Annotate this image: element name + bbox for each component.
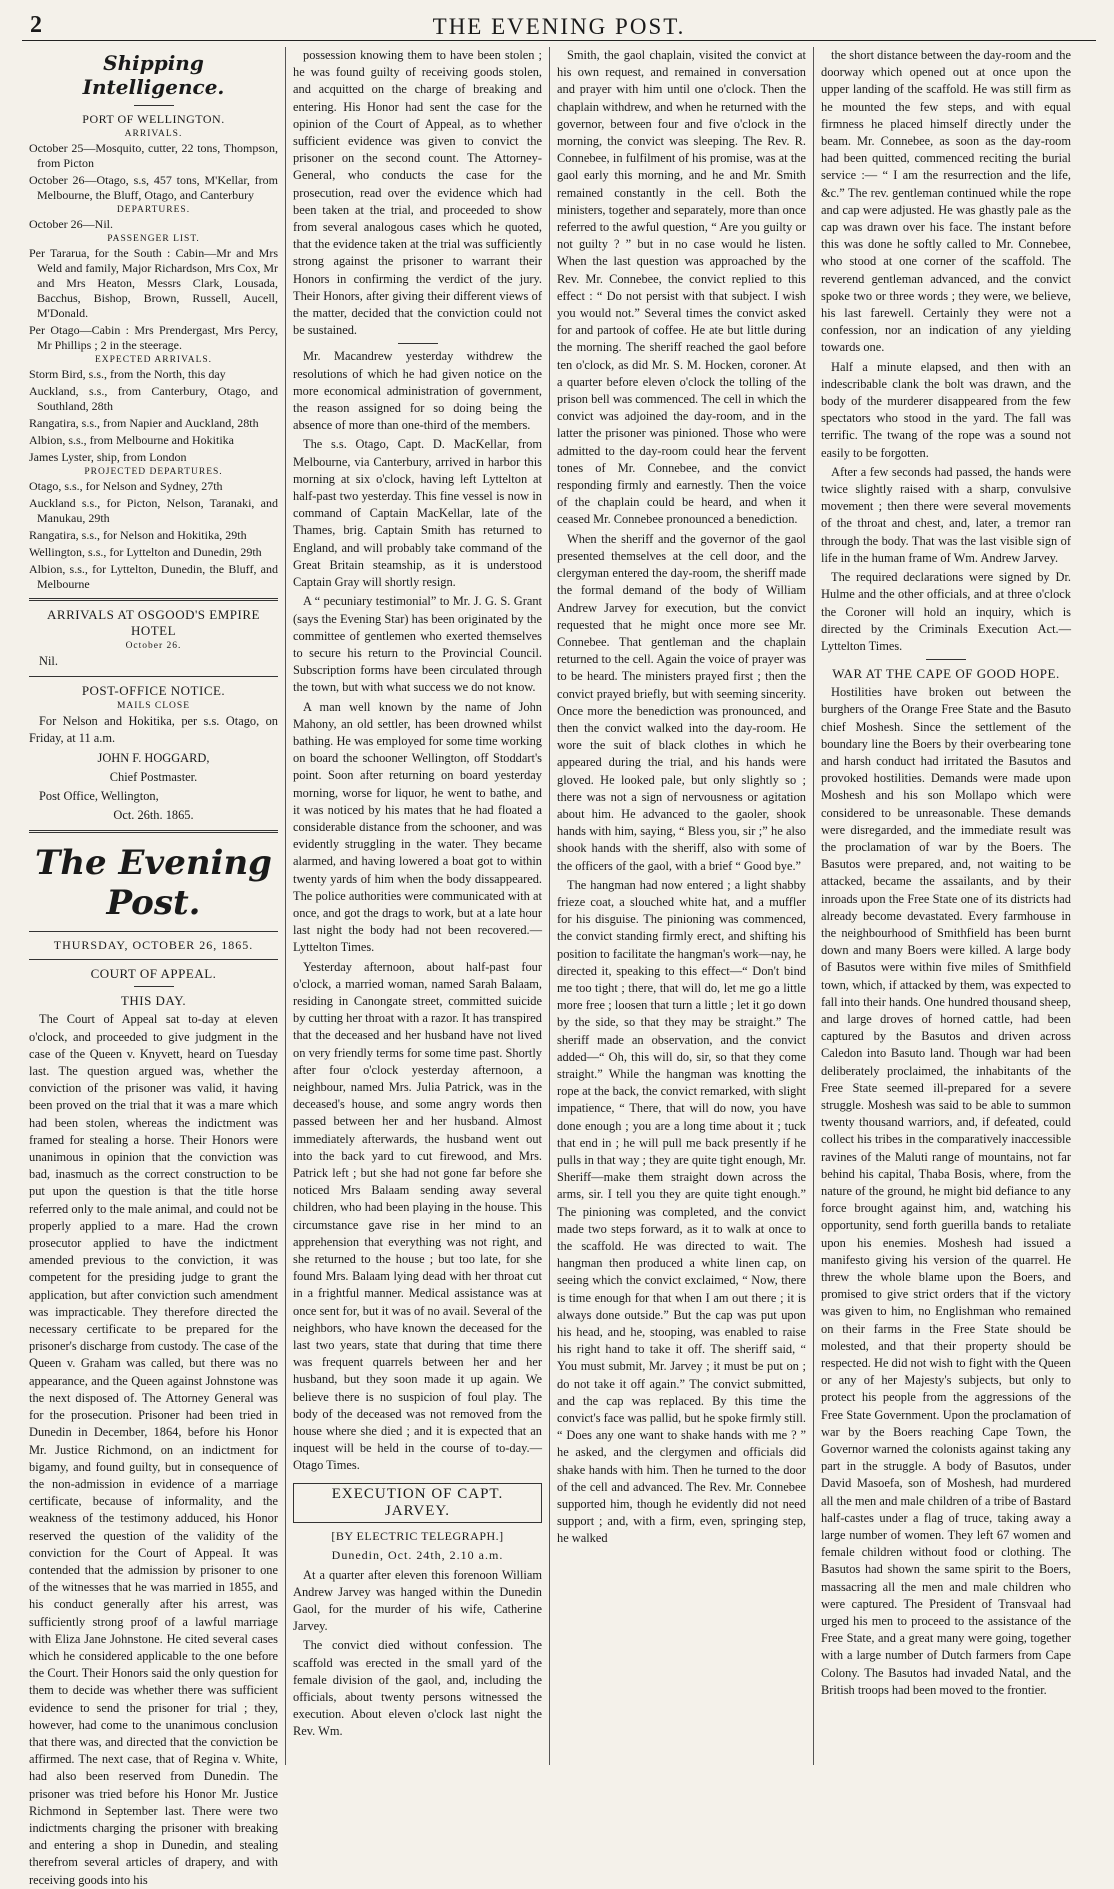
execution-dateline: Dunedin, Oct. 24th, 2.10 a.m. — [331, 1547, 504, 1562]
nameplate-date: THURSDAY, OCTOBER 26, 1865. — [53, 938, 254, 953]
list-item: Auckland, s.s., from Canterbury, Otago, and Southland, 28th — [29, 384, 278, 413]
list-item: Rangatira, s.s., from Napier and Auckland, 28th — [29, 416, 259, 430]
divider — [29, 676, 278, 677]
projected-label: PROJECTED DEPARTURES. — [84, 467, 223, 477]
page-number: 2 — [30, 12, 42, 38]
paragraph: After a few seconds had passed, the hands were twice slightly raised with a sharp, convulsive movement ; then there were several movements of the throat and chest, and, later, a tremor ran through the body. That was the last visible sign of life in the human frame of Wm. Andrew Jarvey. — [821, 464, 1071, 565]
paper-title: THE EVENING POST. — [432, 14, 686, 39]
shipping-heading: Shipping Intelligence. — [82, 51, 225, 99]
masthead — [22, 10, 1096, 41]
list-item: October 26—Nil. — [29, 217, 113, 231]
list-item: Albion, s.s., for Lyttelton, Dunedin, the Bluff, and Melbourne — [29, 562, 278, 591]
paragraph: Hostilities have broken out between the burghers of the Orange Free State and the Basuto chief Moshesh. Since the settlement of the boundary line the Boers by their overbearing tone and harsh conduct had irritated the Basutos and provoked hostilities. Demands were made upon Moshesh and his son Mollapo which were considered to be unreasonable. These demands were disregarded, and the immediate result was the proclamation of war by the Boers. The Basutos were prepared, and, not waiting to be attacked, became the assailants, and by their inroads upon the Free State one of its districts had already become devastated. Every farmhouse in the neighbourhood of Smithfield has been burnt down and many Boers were killed. A large body of Basutos were within five miles of Smithfield town, which, if attacked by them, was expected to fall into their hands. One hundred thousand sheep, and large droves of horned cattle, had been captured by the Basutos and driven across Caledon into Basuto land. Though war had been deliberately proclaimed, the inhabitants of the Free State seemed ill-prepared for a severe struggle. Moshesh was said to be able to summon twenty thousand warriors, and, if defeated, could collect his tribes in the comparatively inaccessible ravines of the Maluti range of mountains, not far behind his capital, Thaba Bosis, where, from the nature of the ground, he might bid defiance to any force brought against him, and, watching his opportunity, send forth guerilla bands to retaliate upon his enemies. Moshesh had issued a manifesto giving his version of the quarrel. He threw the whole blame upon the Boers, and promised to give strict orders that if the victory was given to him, no Englishman who remained on their farms in the Free State should be molested, and that their property should be respected. He did not wish to fight with the Queen or any of her Majesty's subjects, but only to protect his people from the aggressions of the Free State Government. Upon the proclamation of war by the Boers reaching Cape Town, the Governor warned the colonists against taking any part in the struggle. A body of Basutos, under David Masoefa, son of Moshesh, had murdered all the men and male children of a tribe of Bastard half-castes under a flag of truce, taking away a large number of women. They left 67 women and female children without food or clothing. The Basutos had shown the same spirit to the Boers, massacring all the men and male children who were captured. The President of Transvaal had urged his men to proceed to the assistance of the Free State, and a great many were going, together with a large number of Dutch farmers from Cape Colony. The Basutos had invaded Natal, and the British troops had been moved to the frontier. — [821, 685, 1071, 1697]
list-item: Auckland s.s., for Picton, Nelson, Taranaki, and Manukau, 29th — [29, 496, 278, 525]
paragraph: A “ pecuniary testimonial” to Mr. J. G. S. Grant (says the Evening Star) has been originated by the committee of gentlemen who exerted themselves to secure his return to the Provincial Council. Subscription forms have been circulated through the town, but with what success we do not know. — [293, 594, 542, 695]
paragraph: possession knowing them to have been stolen ; he was found guilty of receiving goods stolen, and acquitted on the charge of breaking and entering. His Honor had sent the case for the opinion of the Court of Appeal, as to whether sufficient evidence was given to convict the prisoner on the second count. The Attorney-General, who conducts the case for the prosecution, read over the evidence which had been taken at the trial, and proceeded to show from several analogous cases which he quoted, that the evidence taken at the trial was sufficiently strong against the prisoner to warrant their Honors in confirming the verdict of the jury. Their Honors, after giving their different views of the matter, decided that the conviction could not be sustained. — [293, 48, 542, 338]
column-1 — [22, 47, 286, 1887]
paragraph: Half a minute elapsed, and then with an indescribable clank the bolt was drawn, and the body of the murderer disappeared from the few spectators who stood in the yard. The fall was terrific. The twang of the rope was a sound not easily to be forgotten. — [821, 359, 1071, 460]
port-heading: PORT OF WELLINGTON. — [82, 112, 225, 126]
list-item: Wellington, s.s., for Lyttelton and Dunedin, 29th — [29, 545, 262, 559]
list-item: Otago, s.s., for Nelson and Sydney, 27th — [29, 479, 223, 493]
execution-sub: [BY ELECTRIC TELEGRAPH.] — [331, 1528, 504, 1543]
departures-label: DEPARTURES. — [116, 205, 191, 215]
paragraph: Yesterday afternoon, about half-past four o'clock, a married woman, named Sarah Balaam, residing in Canongate street, committed suicide by cutting her throat with a razor. It has transpired that the deceased and her husband have not lived on very friendly terms for some time past. Shortly after four o'clock yesterday afternoon, a neighbour, named Mrs. Julia Patrick, was in the deceased's house, and some angry words then passed between her and her husband. Almost immediately afterwards, the husband went out into the back yard to cut firewood, and Mrs. Patrick left ; but she had not gone far before she noticed Mrs Balaam sending away several children, who had been playing in the house. This circumstance gave rise in her mind to an apprehension that everything was not right, and she returned to the house ; but too late, for she found Mrs. Balaam lying dead with her throat cut in a frightful manner. Medical assistance was at once sent for, but it was of no avail. Several of the neighbors, who have known the deceased for the last two years, state that during that time there was frequent quarrels between her and her husband, but they soon made it up again. We believe there is no suspicion of foul play. The body of the deceased was not removed from the house where she died ; and it is expected that an inquest will be held in the course of to-day.—Otago Times. — [293, 959, 542, 1473]
hotel-body: Nil. — [39, 654, 58, 668]
divider — [398, 343, 438, 344]
list-item: Albion, s.s., from Melbourne and Hokitika — [29, 433, 234, 447]
list-item: Rangatira, s.s., for Nelson and Hokitika, 29th — [29, 528, 247, 542]
hotel-date: October 26. — [125, 641, 182, 651]
list-item: Storm Bird, s.s., from the North, this day — [29, 367, 226, 381]
passenger-label: PASSENGER LIST. — [107, 234, 200, 244]
paragraph: Smith, the gaol chaplain, visited the convict at his own request, and remained in conversation and prayer with him until one o'clock. Then the chaplain withdrew, and when he returned with the governor, between four and five o'clock in the morning, the convict was sleeping. The Rev. R. Connebee, in fulfilment of his promise, was at the gaol early this morning, and he and Mr. Smith remained constantly in the cell. Both the ministers, together and separately, more than once referred to the awful question, “ Are you guilty or not guilty ? ” but in no case would he listen. When the last question was approached by the Rev. Mr. Connebee, the convict replied to this effect : “ Do not persist with that subject. I wish you would not.” Several times the convict asked for and partook of coffee. He ate but little during the morning. The sheriff reached the gaol before ten o'clock, as did Mr. S. M. Hocken, coroner. At a quarter before eleven o'clock the tolling of the prison bell was commenced. The cell in which the convict was adjoined the day-room, and in the latter the prisoner was pinioned. Those who were admitted to the day-room could hear the fervent tones of Mr. Connebee, and the convict responding firmly and earnestly. Then the voice of the chaplain could be heard, and when it ceased Mr. Connebee pronounced a benediction. — [557, 48, 806, 527]
divider — [29, 931, 278, 932]
post-office-place: Post Office, Wellington, — [39, 789, 159, 804]
list-item: James Lyster, ship, from London — [29, 450, 187, 464]
column-2 — [286, 47, 550, 1765]
court-sub: THIS DAY. — [120, 993, 187, 1009]
post-office-heading: POST-OFFICE NOTICE. — [81, 683, 226, 699]
list-item: October 26—Otago, s.s, 457 tons, M'Kellar, from Melbourne, the Bluff, Otago, and Canterbury — [29, 173, 278, 202]
execution-heading: EXECUTION OF CAPT. JARVEY. — [293, 1483, 542, 1523]
list-item: October 25—Mosquito, cutter, 22 tons, Thompson, from Picton — [29, 141, 278, 170]
arrivals-label: ARRIVALS. — [124, 129, 183, 139]
war-heading: WAR AT THE CAPE OF GOOD HOPE. — [832, 666, 1060, 682]
post-office-body: For Nelson and Hokitika, per s.s. Otago, on Friday, at 11 a.m. — [29, 714, 278, 746]
paragraph: The convict died without confession. The scaffold was erected in the small yard of the female division of the gaol, and, including the officials, about twenty persons witnessed the execution. About eleven o'clock last night the Rev. Wm. — [293, 1638, 542, 1739]
paragraph: Mr. Macandrew yesterday withdrew the resolutions of which he had given notice on the more economical administration of government, the reason assigned for so doing being the absence of more than one-third of the members. — [293, 349, 542, 433]
post-office-sub: MAILS CLOSE — [116, 701, 191, 712]
list-item: Per Tararua, for the South : Cabin—Mr and Mrs Weld and family, Major Richardson, Mrs Cox, Mr and Mrs Heaton, Messrs Clark, Lousada, Bacchus, Bishop, Brown, Russell, Aucell, M'Donald. — [29, 246, 278, 320]
paragraph: The required declarations were signed by Dr. Hulme and the other officials, and at three o'clock the Coroner will hold an inquiry, which is directed by the Criminals Execution Act.—Lyttelton Times. — [821, 570, 1071, 653]
paragraph: When the sheriff and the governor of the gaol presented themselves at the cell door, and the clergyman entered the day-room, the sheriff made the formal demand of the body of William Andrew Jarvey for execution, but the convict requested that he might once more see Mr. Connebee. That gentleman and the chaplain returned to the cell. Again the voice of prayer was to be heard. The ministers prayed first ; then the convict prayed briefly, but with seeming sincerity. Once more the benediction was pronounced, and then the convict walked into the day-room. He wore the suit of black clothes in which he appeared during the trial, and his hands were gloved. He looked pale, but only slightly so ; there was not a sign of nervousness or agitation about him. He advanced to the gaoler, shook hands with him, saying, “ Bless you, sir ;” he also shook hands with the sheriff, also with some of the officers of the gaol, with a brief “ Good bye.” — [557, 531, 806, 873]
nameplate-title: The Evening Post. — [35, 843, 272, 924]
column-4 — [814, 47, 1078, 1765]
post-office-date: Oct. 26th. 1865. — [113, 808, 194, 823]
paragraph: At a quarter after eleven this forenoon William Andrew Jarvey was hanged within the Dunedin Gaol, for the murder of his wife, Catherine Jarvey. — [293, 1567, 542, 1634]
paragraph: The hangman had now entered ; a light shabby frieze coat, a slouched white hat, and a muffler for his disguise. The pinioning was commenced, the convict standing firmly erect, and shifting his position to facilitate the hangman's work—nay, he directed it, speaking to this effect—“ Don't bind me too tight ; there, that will do, let me go a little more free ; loosen that turn a little ; let it go down by the side, so that they may be straight.” The sheriff made an observation, and the convict added—“ Oh, this will do, sir, so that they come straight.” While the hangman was knotting the rope at the back, the convict remarked, with slight impatience, “ There, that will do now, you have done enough ; you are a long time about it ; tuck that end in ; he will pull me back presently if he pulls in that way ; they are quite tight enough, Mr. Sheriff—make them straight down across the arms, sir. I tell you they are quite tight enough.” The pinioning was completed, and the convict made two steps forward, as it to walk at once to the scaffold. He was directed to wait. The hangman then produced a white linen cap, on seeing which the convict exclaimed, “ Now, there is time enough for that when I am out there ; it is always done outside.” But the cap was put upon his head, and he, stooping, was enabled to raise his right hand to take it off. The sheriff said, “ You must submit, Mr. Jarvey ; it must be put on ; do not take it off again.” The convict submitted, and the cap was replaced. By this time the convict's face was pallid, but he spoke firmly still. “ Does any one want to shake hands with me ? ” he asked, and the clergymen and officials did shake hands with him. Then he turned to the door of the cell and advanced. The Rev. Mr. Connebee supported him, though he evidently did not need support ; and, with a firm, even, springing step, he walked — [557, 877, 806, 1546]
arrivals-list — [29, 141, 278, 203]
post-office-signer: JOHN F. HOGGARD, — [97, 750, 210, 765]
projected-list — [29, 479, 278, 592]
divider — [29, 830, 278, 833]
divider — [29, 598, 278, 601]
paragraph: The Court of Appeal sat to-day at eleven o'clock, and proceeded to give judgment in the case of the Queen v. Knyvett, heard on Tuesday last. The question argued was, whether the conviction of the prisoner was valid, it having been proved on the trial that it was a mare which had been stolen, whereas the indictment was framed for stealing a horse. Their Honors were unanimous in opinion that the conviction was bad, inasmuch as the correct construction to be put upon the question is that the title horse referred only to the male animal, and could not be properly applied to a mare. Had the crown prosecutor applied to have the indictment amended previous to the conviction, it was competent for the presiding judge to grant the application, but after conviction such amendment was impracticable. They therefore directed the necessary certificate to be prepared for the prisoner's discharge from custody. The case of the Queen v. Graham was called, but there was no appearance, and the Queen against Johnstone was the next disposed of. The Attorney General was for the prosecution. Prisoner had been tried in Dunedin in December, 1864, before his Honor Mr. Justice Richmond, on an indictment for bigamy, and found guilty, but in consequence of the non-admission in evidence of a marriage certificate, because of informality, and the weakness of the testimony adduced, his Honor reserved the question of the validity of the conviction for the Court of Appeal. It was contended that the admission by prisoner to one of the witnesses that he was married in 1855, and his conduct generally after his arrest, was sufficiently strong proof of a lawful marriage with Eliza Jane Johnstone. He cited several cases which he considered applicable to the one before the Court. Their Honors said the only question for them to decide was whether there was sufficient evidence to send the prisoner for trial ; they, however, had come to the unanimous conclusion that there was, and directed that the conviction be affirmed. The next case, that of Regina v. White, had also been reserved from Dunedin. The prisoner was tried before his Honor Mr. Justice Richmond in September last. There were two indictments charging the prisoner with breaking and entering a shop in Dunedin, and stealing therefrom several articles of drapery, and with receiving goods into his — [29, 1012, 278, 1887]
departures-list — [29, 217, 278, 232]
divider — [134, 105, 174, 106]
column-3 — [550, 47, 814, 1765]
expected-label: EXPECTED ARRIVALS. — [94, 355, 213, 365]
divider — [926, 659, 966, 660]
paragraph: A man well known by the name of John Mahony, an old settler, has been drowned whilst bathing. He was employed for some time working on board the schooner Wellington, off Stoddart's point. Soon after returning on board yesterday morning, worse for liquor, he went to bathe, and it was noticed by his mates that he had floated a considerable distance from the schooner, and was evidently struggling in the water. They became alarmed, and having lowered a boat got to within twenty yards of him when the body dissappeared. The police authorities were communicated with at once, and got the drags to work, but at a late hour last night the body had not been recovered.—Lyttelton Times. — [293, 699, 542, 955]
hotel-heading: ARRIVALS AT OSGOOD'S EMPIRE HOTEL — [47, 607, 260, 638]
divider — [29, 959, 278, 960]
paragraph: the short distance between the day-room and the doorway which opened out at once upon the upper landing of the scaffold. He was still firm as he mounted the few steps, and with equal firmness he placed himself directly under the beam. Mr. Connebee, as soon as the day-room had been quitted, commenced reciting the burial service :— “ I am the resurrection and the life, &c.” The rev. gentleman continued while the rope and cap were adjusted. He was ghastly pale as the cap was drawn over his face. The instant before this was done he softly called to Mr. Connebee, who stood at one corner of the scaffold. The reverend gentleman advanced, and the convict spoke two or three words ; they were, we believe, his last farewell. Certainly they were not a confession, nor an indication of any yielding towards one. — [821, 48, 1071, 355]
court-heading: COURT OF APPEAL. — [90, 966, 217, 982]
columns — [22, 47, 1096, 1887]
list-item: Per Otago—Cabin : Mrs Prendergast, Mrs Percy, Mr Phillips ; 2 in the steerage. — [29, 323, 278, 352]
divider — [134, 986, 174, 987]
passenger-list — [29, 246, 278, 353]
post-office-signer-title: Chief Postmaster. — [109, 769, 198, 784]
expected-list — [29, 367, 278, 465]
paragraph: The s.s. Otago, Capt. D. MacKellar, from Melbourne, via Canterbury, arrived in harbor this morning at six o'clock, having left Lyttelton at half-past two yesterday. This fine vessel is now in command of Captain MacKellar, late of the Thames, brig. Captain Smith has returned to England, and will probably take command of the Great Britain steamship, as it is understood Captain Gray will shortly resign. — [293, 437, 542, 590]
